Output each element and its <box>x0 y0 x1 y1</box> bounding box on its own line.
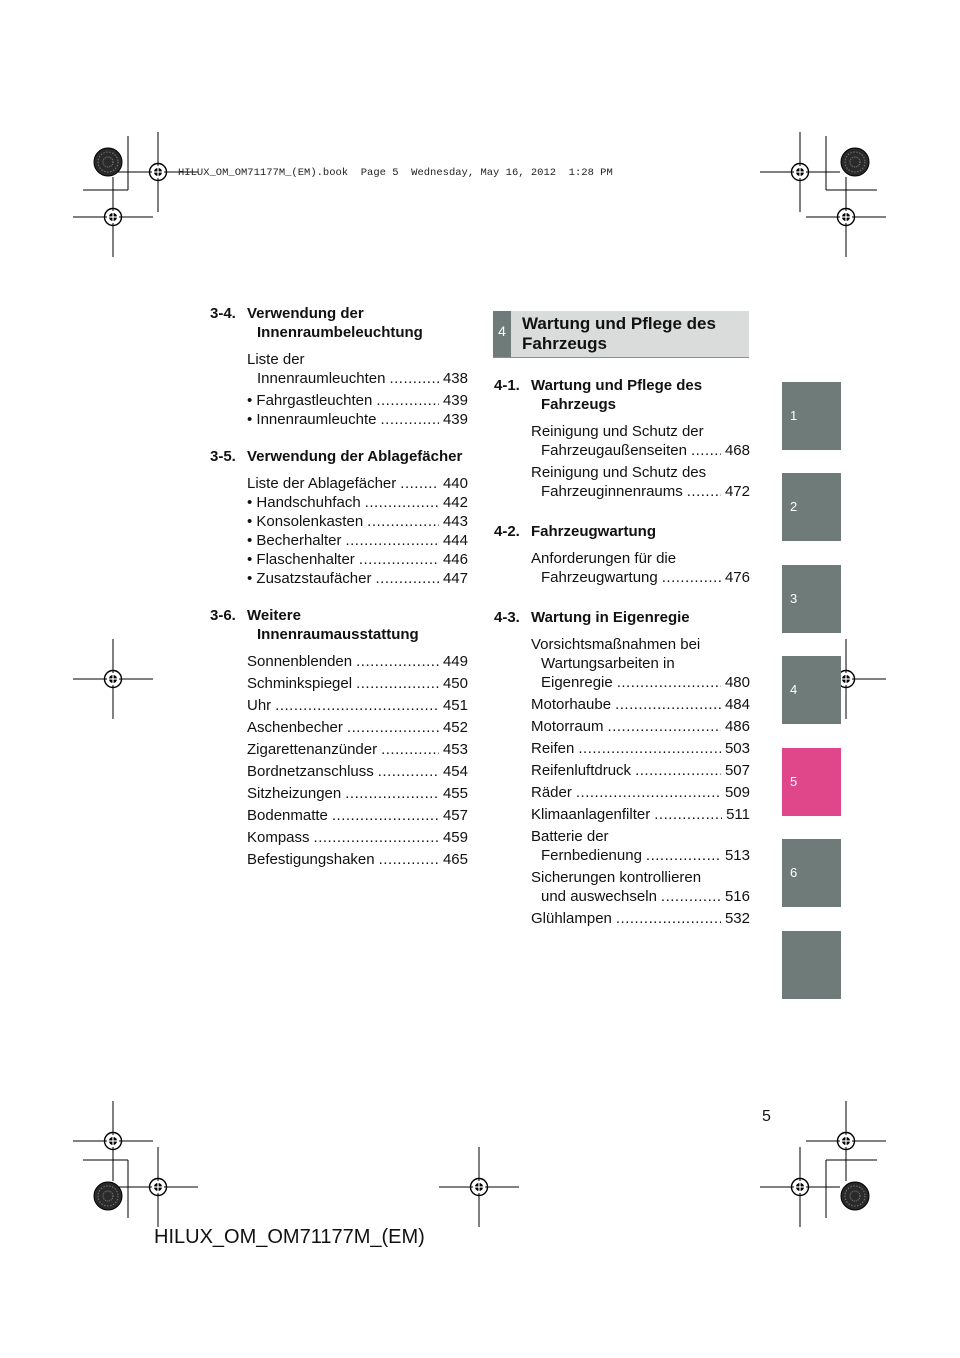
entry-page: 440 <box>442 475 468 492</box>
toc-entry[interactable] <box>494 695 750 714</box>
section-number: 3-6. <box>210 607 236 624</box>
toc-section-4-1[interactable] <box>494 376 750 414</box>
entry-label: Schminkspiegel <box>247 675 353 692</box>
entry-page: 486 <box>724 718 750 735</box>
entry-label: Motorhaube <box>531 696 612 713</box>
entry-page: 459 <box>442 829 468 846</box>
entry-label: • Innenraumleuchte <box>247 411 377 428</box>
toc-entry[interactable] <box>494 868 750 906</box>
section-number: 4-3. <box>494 609 520 626</box>
toc-entry[interactable] <box>210 493 468 512</box>
entry-page: 450 <box>442 675 468 692</box>
section-title: Weitere <box>247 607 301 624</box>
chapter-number: 4 <box>493 311 511 357</box>
entry-page: 439 <box>442 392 468 409</box>
entry-page: 465 <box>442 851 468 868</box>
entry-label: Befestigungshaken <box>247 851 375 868</box>
toc-entry[interactable] <box>210 531 468 550</box>
entry-label: Sonnenblenden <box>247 653 353 670</box>
toc-entry[interactable] <box>210 696 468 715</box>
entry-page: 476 <box>724 569 750 586</box>
entry-label: Sitzheizungen <box>247 785 342 802</box>
chapter-title: Wartung und Pflege des Fahrzeugs <box>522 314 716 353</box>
entry-label: Aschenbecher <box>247 719 343 736</box>
entry-page: 454 <box>442 763 468 780</box>
toc-entry[interactable] <box>210 850 468 869</box>
entry-label: • Flaschenhalter <box>247 551 355 568</box>
entry-label: Reifenluftdruck <box>531 762 632 779</box>
toc-entry[interactable] <box>210 674 468 693</box>
side-tab-label: 2 <box>790 499 798 514</box>
entry-label-cont: Fernbedienung <box>541 847 642 864</box>
toc-entry[interactable] <box>210 652 468 671</box>
entry-page: 447 <box>442 570 468 587</box>
toc-entry[interactable] <box>494 739 750 758</box>
entry-page: 452 <box>442 719 468 736</box>
entry-page: 516 <box>724 888 750 905</box>
entry-label: • Fahrgastleuchten <box>247 392 373 409</box>
entry-page: 443 <box>442 513 468 530</box>
entry-page: 511 <box>726 806 750 823</box>
section-number: 3-5. <box>210 448 236 465</box>
toc-entry[interactable] <box>494 422 750 460</box>
entry-label: • Konsolenkasten <box>247 513 364 530</box>
print-header-stamp: HILUX_OM_OM71177M_(EM).book Page 5 Wednesday, May 16, 2012 1:28 PM <box>178 167 613 179</box>
entry-page: 446 <box>442 551 468 568</box>
side-tab-3[interactable] <box>782 565 841 633</box>
section-title: Verwendung der Ablagefächer <box>247 448 463 465</box>
entry-page: 468 <box>724 442 750 459</box>
entry-page: 439 <box>442 411 468 428</box>
toc-section-4-2[interactable] <box>494 522 750 541</box>
toc-right-column <box>494 376 750 931</box>
toc-section-4-3[interactable] <box>494 608 750 627</box>
entry-label: Sicherungen kontrollieren <box>531 869 702 886</box>
entry-label-cont: Innenraumleuchten <box>257 370 386 387</box>
toc-entry[interactable] <box>210 569 468 588</box>
toc-entry[interactable] <box>210 391 468 410</box>
entry-page: 457 <box>442 807 468 824</box>
toc-entry[interactable] <box>210 784 468 803</box>
section-number: 4-2. <box>494 523 520 540</box>
entry-label: Anforderungen für die <box>531 550 677 567</box>
toc-left-column <box>210 304 468 872</box>
entry-page: 503 <box>724 740 750 757</box>
toc-section-3-4[interactable] <box>210 304 468 342</box>
entry-label: Glühlampen <box>531 910 612 927</box>
side-tab-4[interactable] <box>782 656 841 724</box>
side-tab-label: 4 <box>790 682 798 697</box>
entry-label: Batterie der <box>531 828 609 845</box>
toc-entry[interactable] <box>210 512 468 531</box>
entry-label: Räder <box>531 784 572 801</box>
entry-label: Liste der <box>247 351 305 368</box>
side-tab-label: 6 <box>790 865 798 880</box>
entry-label: Reifen <box>531 740 575 757</box>
section-title-cont: Fahrzeugs <box>541 396 617 413</box>
entry-label-cont: Eigenregie <box>541 674 613 691</box>
entry-page: 453 <box>442 741 468 758</box>
section-title: Wartung und Pflege des <box>531 377 703 394</box>
toc-section-3-6[interactable] <box>210 606 468 644</box>
toc-entry[interactable] <box>210 550 468 569</box>
toc-entry[interactable] <box>494 909 750 928</box>
entry-page: 513 <box>724 847 750 864</box>
toc-entry[interactable] <box>210 806 468 825</box>
entry-page: 472 <box>724 483 750 500</box>
entry-label-cont: und auswechseln <box>541 888 657 905</box>
entry-page: 509 <box>724 784 750 801</box>
side-tab-2[interactable] <box>782 473 841 541</box>
toc-entry[interactable] <box>210 740 468 759</box>
toc-entry[interactable] <box>210 474 468 493</box>
toc-entry[interactable] <box>494 635 750 692</box>
entry-label: Klimaanlagenfilter <box>531 806 651 823</box>
section-title: Wartung in Eigenregie <box>531 609 690 626</box>
chapter-header <box>493 311 749 358</box>
entry-label: Vorsichtsmaßnahmen bei <box>531 636 701 653</box>
toc-entry[interactable] <box>494 827 750 865</box>
entry-page: 451 <box>442 697 468 714</box>
side-tab-5[interactable] <box>782 748 841 816</box>
toc-entry[interactable] <box>494 717 750 736</box>
entry-label: Zigarettenanzünder <box>247 741 378 758</box>
entry-page: 444 <box>442 532 468 549</box>
entry-label: Liste der Ablagefächer <box>247 475 397 492</box>
entry-label: Uhr <box>247 697 272 714</box>
section-title-cont: Innenraumbeleuchtung <box>257 324 423 341</box>
toc-entry[interactable] <box>494 549 750 587</box>
page-number: 5 <box>762 1108 771 1125</box>
section-title: Fahrzeugwartung <box>531 523 657 540</box>
toc-entry[interactable] <box>210 718 468 737</box>
entry-label: Kompass <box>247 829 310 846</box>
entry-label: Bordnetzanschluss <box>247 763 374 780</box>
side-tab-6[interactable] <box>782 839 841 907</box>
section-number: 3-4. <box>210 305 236 322</box>
entry-label: • Becherhalter <box>247 532 342 549</box>
toc-entry[interactable] <box>494 805 750 824</box>
entry-label-cont: Fahrzeugwartung <box>541 569 658 586</box>
entry-label-cont: Wartungsarbeiten in <box>541 655 675 672</box>
toc-entry[interactable] <box>494 463 750 501</box>
side-tab-label: 1 <box>790 408 798 423</box>
side-tab-label: 3 <box>790 591 798 606</box>
entry-page: 484 <box>724 696 750 713</box>
entry-page: 507 <box>724 762 750 779</box>
entry-page: 438 <box>442 370 468 387</box>
side-tab-1[interactable] <box>782 382 841 450</box>
toc-entry[interactable] <box>210 410 468 429</box>
entry-label: • Handschuhfach <box>247 494 361 511</box>
footer-document-code: HILUX_OM_OM71177M_(EM) <box>154 1226 425 1248</box>
entry-label-cont: Fahrzeugaußenseiten <box>541 442 687 459</box>
section-title: Verwendung der <box>247 305 364 322</box>
toc-section-3-5[interactable] <box>210 447 468 466</box>
side-tab-label: 5 <box>790 774 798 789</box>
toc-entry[interactable] <box>210 762 468 781</box>
section-number: 4-1. <box>494 377 520 394</box>
entry-page: 455 <box>442 785 468 802</box>
entry-page: 449 <box>442 653 468 670</box>
entry-label: • Zusatzstaufächer <box>247 570 372 587</box>
toc-entry[interactable] <box>494 761 750 780</box>
toc-entry[interactable] <box>210 828 468 847</box>
toc-entry[interactable] <box>210 350 468 388</box>
section-title-cont: Innenraumausstattung <box>257 626 419 643</box>
entry-label: Reinigung und Schutz der <box>531 423 704 440</box>
entry-page: 442 <box>442 494 468 511</box>
entry-label-cont: Fahrzeuginnenraums <box>541 483 683 500</box>
entry-label: Reinigung und Schutz des <box>531 464 707 481</box>
entry-page: 480 <box>724 674 750 691</box>
entry-label: Bodenmatte <box>247 807 328 824</box>
entry-label: Motorraum <box>531 718 604 735</box>
entry-page: 532 <box>724 910 750 927</box>
side-tab-7[interactable] <box>782 931 841 999</box>
toc-entry[interactable] <box>494 783 750 802</box>
